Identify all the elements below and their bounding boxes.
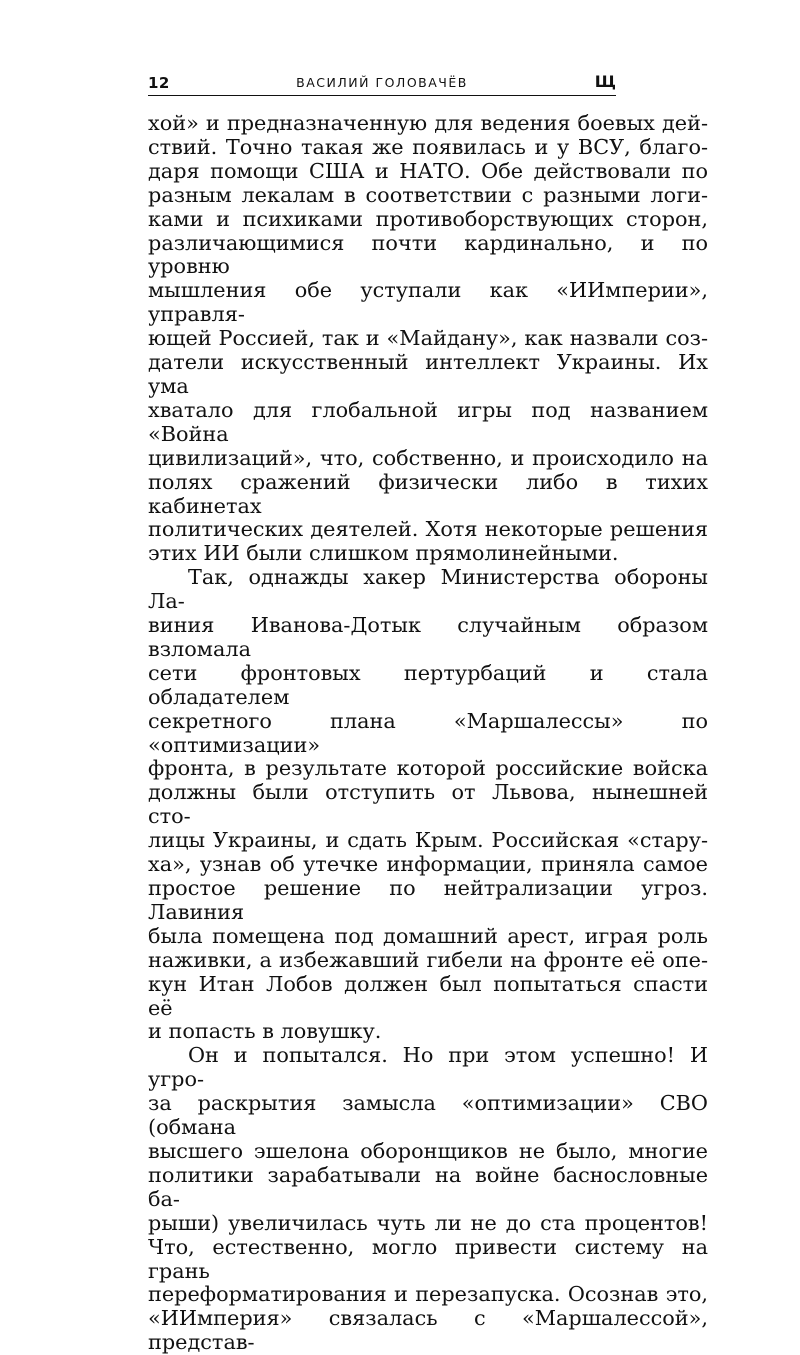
text-line: политики зарабатывали на войне баснословные ба- [148, 1162, 708, 1211]
text-line: хой» и предназначенную для ведения боевых дей- [148, 111, 708, 135]
text-line: высшего эшелона оборонщиков не было, многие [148, 1138, 708, 1163]
text-line: различающимися почти кардинально, и по уровню [148, 230, 708, 279]
text-line: сети фронтовых пертурбаций и стала обладателем [148, 660, 708, 709]
paragraph-2 [148, 566, 708, 1044]
paragraph-1 [148, 112, 708, 566]
page-number: 12 [148, 74, 170, 92]
header-rule [148, 95, 616, 96]
text-line: цивилизаций», что, собственно, и происходило на [148, 445, 708, 470]
text-line: даря помощи США и НАТО. Обе действовали по [148, 158, 708, 183]
paragraph-3 [148, 1044, 708, 1355]
text-line: наживки, а избежавший гибели на фронте её опе- [148, 947, 708, 972]
text-line: датели искусственный интеллект Украины. Их ума [148, 350, 708, 398]
text-line: за раскрытия замысла «оптимизации» СВО (обмана [148, 1091, 708, 1140]
text-line: простое решение по нейтрализации угроз. Лавиния [148, 876, 708, 924]
text-line: Так, однажды хакер Министерства обороны Ла- [148, 565, 708, 614]
text-line: разным лекалам в соответствии с разными логи- [148, 182, 708, 207]
text-line: виния Иванова-Дотык случайным образом взломала [148, 613, 708, 661]
text-line: рыши) увеличилась чуть ли не до ста процентов! [148, 1210, 708, 1235]
text-line: ха», узнав об утечке информации, приняла самое [148, 852, 708, 877]
text-line: кун Итан Лобов должен был попытаться спасти её [148, 971, 708, 1020]
text-line: мышления обе уступали как «ИИмперии», управля- [148, 278, 708, 327]
text-line: «ИИмперия» связалась с «Маршалессой», представ- [148, 1306, 708, 1355]
publisher-logo-icon: Щ [594, 72, 616, 91]
text-line: полях сражений физически либо в тихих кабинетах [148, 469, 708, 518]
text-line: хватало для глобальной игры под названием «Война [148, 397, 708, 446]
text-line: и попасть в ловушку. [148, 1019, 382, 1044]
text-line: фронта, в результате которой российские войска [148, 756, 708, 781]
text-line: ками и психиками противоборствующих сторон, [148, 206, 708, 231]
text-line: Что, естественно, могло привести систему на грань [148, 1234, 708, 1283]
page-header [148, 74, 616, 94]
text-line: была помещена под домашний арест, играя роль [148, 923, 708, 948]
page-body [148, 112, 708, 1355]
text-line: переформатирования и перезапуска. Осознав это, [148, 1282, 708, 1307]
text-line: этих ИИ были слишком прямолинейными. [148, 541, 619, 566]
text-line: Он и попытался. Но при этом успешно! И угро- [148, 1043, 708, 1092]
text-line: секретного плана «Маршалессы» по «оптимизации» [148, 708, 708, 757]
text-line: политических деятелей. Хотя некоторые решения [148, 517, 708, 542]
text-line: должны были отступить от Львова, нынешней сто- [148, 780, 708, 829]
text-line: ствий. Точно такая же появилась и у ВСУ, благо- [148, 134, 708, 159]
text-line: лицы Украины, и сдать Крым. Российская «стару- [148, 828, 708, 853]
running-title: ВАСИЛИЙ ГОЛОВАЧЁВ [296, 75, 468, 90]
text-line: ющей Россией, так и «Майдану», как назвали соз- [148, 326, 708, 351]
